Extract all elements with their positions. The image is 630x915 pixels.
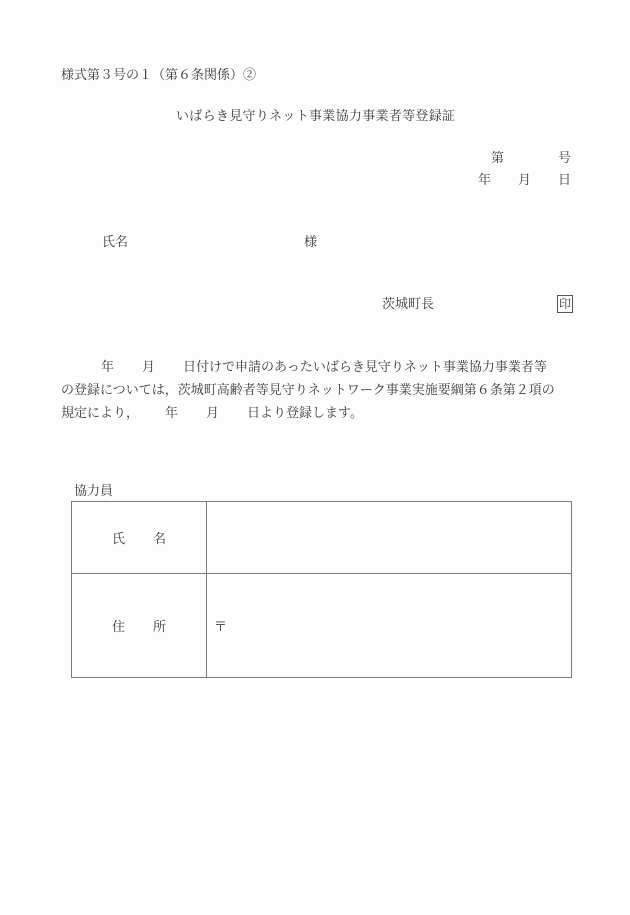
address-label-cell	[72, 574, 207, 678]
body-line3-year: 年	[165, 406, 179, 421]
table-row-name	[72, 502, 572, 574]
recipient-honorific: 様	[304, 235, 318, 250]
body-line1-year: 年	[101, 360, 115, 375]
address-label-b: 所	[153, 620, 167, 635]
seal-stamp-box: 印	[558, 297, 571, 311]
body-line1-month: 月	[142, 360, 156, 375]
body-line1-text: 日付けで申請のあったいばらき見守りネット事業協力事業者等	[183, 360, 547, 375]
issuer-title: 茨城町長	[382, 297, 435, 312]
cooperator-table	[71, 501, 572, 678]
body-line-2: の登録については，茨城町高齢者等見守りネットワーク事業実施要綱第６条第２項の	[61, 383, 555, 398]
body-line-3	[61, 402, 576, 425]
issue-date-month: 月	[518, 173, 532, 188]
issue-date-day: 日	[558, 173, 572, 188]
body-line3-month: 月	[206, 406, 220, 421]
recipient-name-label: 氏名	[102, 235, 129, 250]
cooperator-table-caption: 協力員	[74, 484, 114, 499]
name-label-cell	[72, 502, 207, 574]
name-label-a: 氏	[111, 532, 125, 547]
address-label-a: 住	[111, 620, 125, 635]
body-line3-text: 日より登録します。	[247, 406, 364, 421]
address-value-cell[interactable]	[207, 574, 572, 678]
body-line3-prefix: 規定により，	[61, 406, 140, 421]
table-row-address	[72, 574, 572, 678]
registration-number-suffix: 号	[558, 151, 572, 166]
name-label-b: 名	[153, 532, 167, 547]
postal-mark-icon: 〒	[214, 619, 228, 635]
issue-date-year: 年	[478, 173, 492, 188]
form-number: 様式第３号の１（第６条関係）②	[61, 68, 257, 83]
body-line-1	[61, 356, 576, 379]
registration-number-prefix: 第	[491, 151, 505, 166]
name-value-cell[interactable]	[207, 502, 572, 574]
document-title: いばらき見守りネット事業協力事業者等登録証	[176, 109, 456, 124]
body-paragraph	[61, 356, 576, 425]
